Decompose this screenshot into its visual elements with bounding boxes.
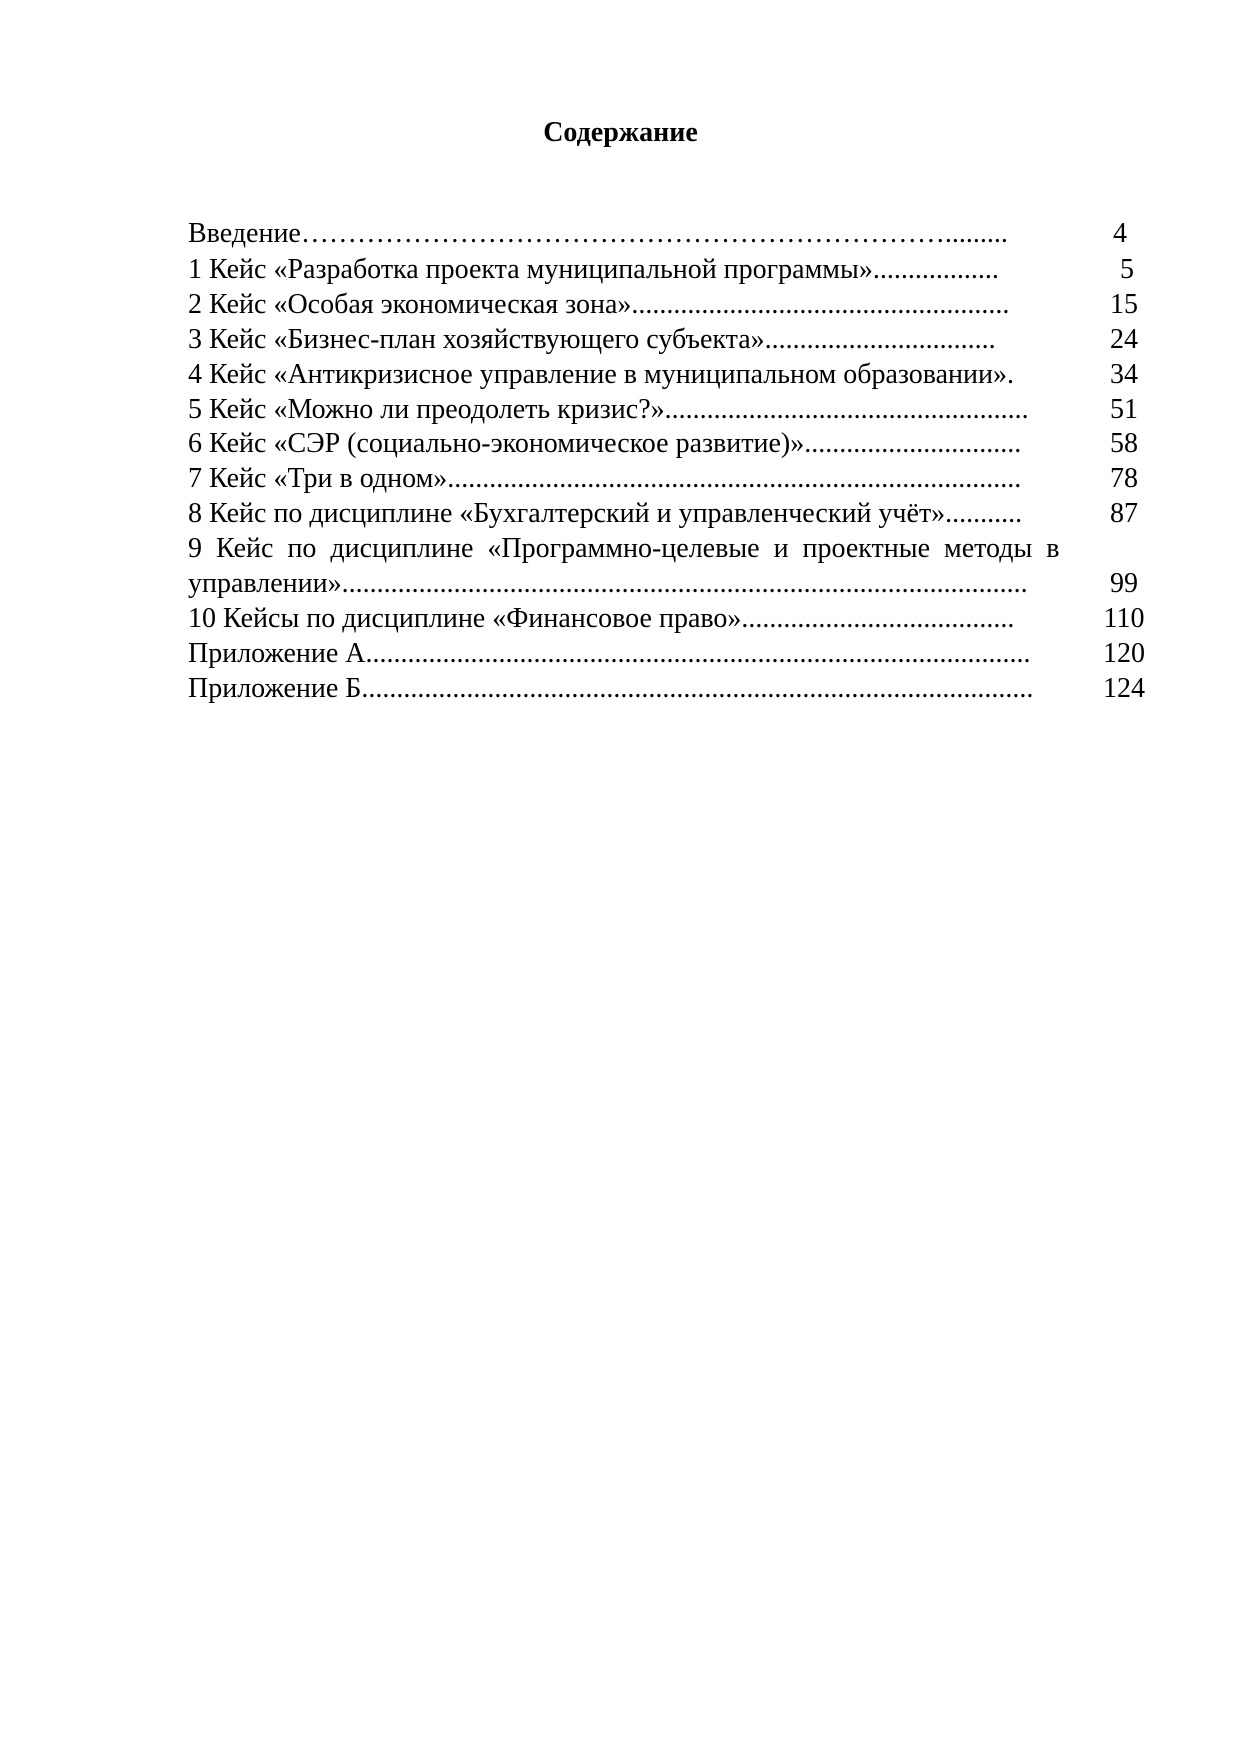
toc-page-number: 78 [1110,463,1138,494]
toc-entry-text: Введение……………………………………………………………......... [188,218,1008,249]
toc-entry-text: 10 Кейсы по дисциплине «Финансовое право»....................................... [188,603,1015,634]
toc-entry-text: 4 Кейс «Антикризисное управление в муниципальном образовании». [188,359,1014,390]
toc-entry-text: 3 Кейс «Бизнес-план хозяйствующего субъекта»................................. [188,324,996,355]
toc-entry-text: 2 Кейс «Особая экономическая зона»...................................................... [188,289,1010,320]
toc-entry-text: 8 Кейс по дисциплине «Бухгалтерский и управленческий учёт»........... [188,498,1023,529]
toc-page-number: 15 [1110,289,1138,320]
toc-page-number: 87 [1110,498,1138,529]
toc-page-number: 120 [1103,638,1145,669]
toc-page-number: 4 [1113,218,1127,249]
toc-page-number: 124 [1103,673,1145,704]
toc-page-number: 34 [1110,359,1138,390]
toc-entry-text: 1 Кейс «Разработка проекта муниципальной программы».................. [188,254,999,285]
toc-entry-text: Приложение А............................................................................................... [188,638,1031,669]
toc-entry-text: 9 Кейс по дисциплине «Программно-целевые и проектные методы в [188,533,1060,564]
toc-page-number: 51 [1110,394,1138,425]
toc-page-number: 110 [1103,603,1145,634]
toc-entry-text: Приложение Б................................................................................................ [188,673,1034,704]
toc-entry-text: 5 Кейс «Можно ли преодолеть кризис?».................................................... [188,394,1029,425]
toc-page-number: 5 [1120,254,1134,285]
toc-page-number: 99 [1110,568,1138,599]
toc-page-number: 58 [1110,428,1138,459]
toc-page-number: 24 [1110,324,1138,355]
page-title: Содержание [543,117,698,148]
toc-entry-text: управлении».................................................................................................. [188,568,1028,599]
toc-entry-text: 6 Кейс «СЭР (социально-экономическое развитие)»............................... [188,428,1022,459]
toc-entry-text: 7 Кейс «Три в одном».................................................................................. [188,463,1022,494]
